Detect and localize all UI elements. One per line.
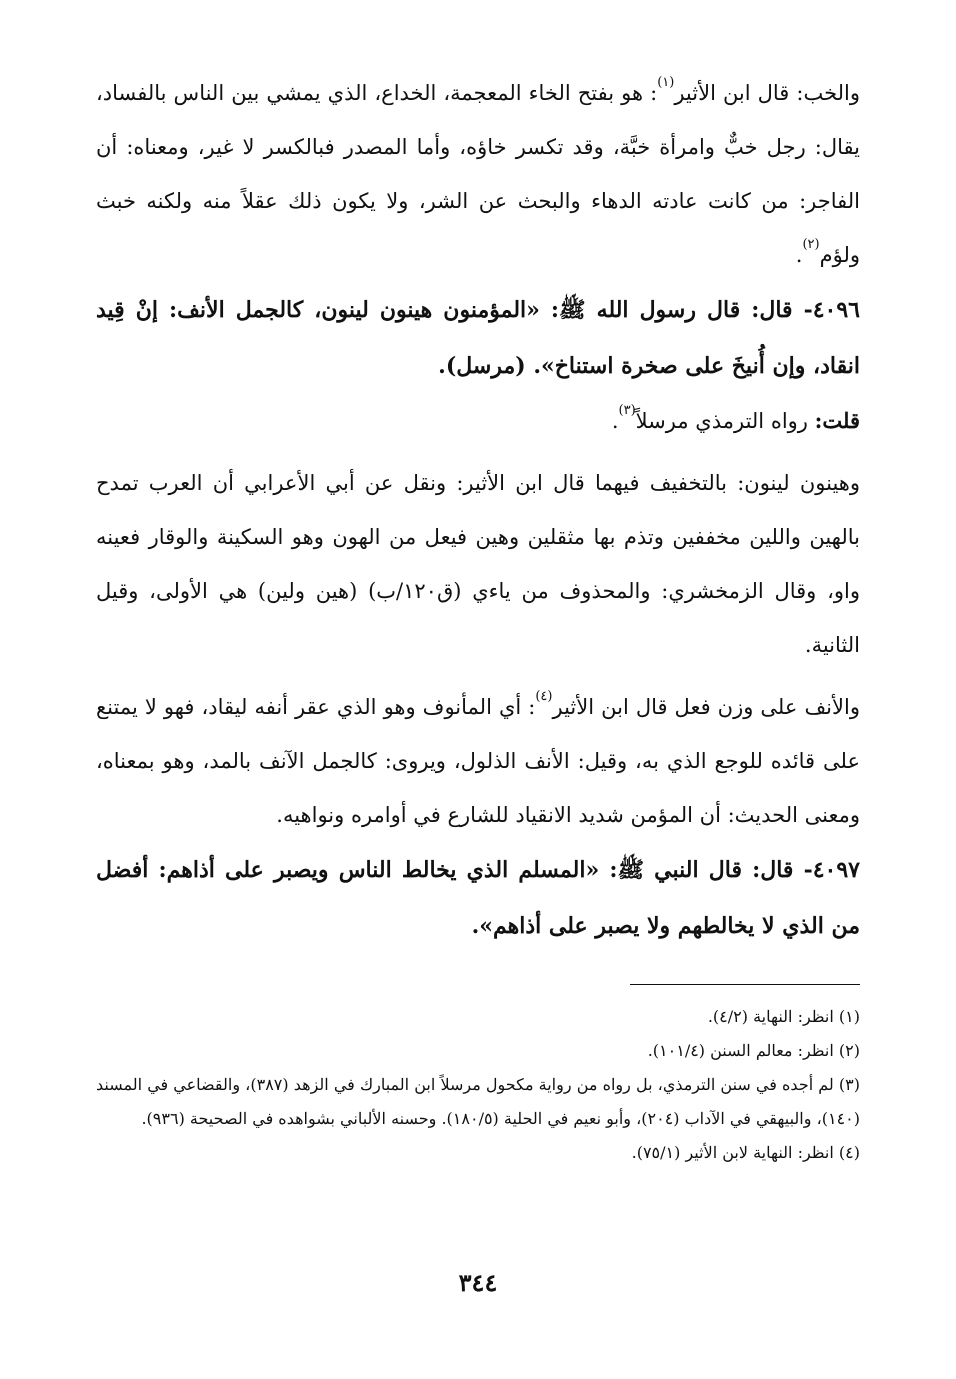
paragraph-text: والخب: قال ابن الأثير [674, 81, 861, 105]
hadith-4096: ٤٠٩٦- قال: قال رسول الله ﷺ: «المؤمنون هينون لينون، كالجمل الأنف: إنْ قِيد انقاد، وإن أُنيخَ على صخرة استناخ». (مرسل). [96, 297, 860, 379]
paragraph-hayyinun: وهينون لينون: بالتخفيف فيهما قال ابن الأثير: ونقل عن أبي الأعرابي أن العرب تمدح بالهين واللين مخففين وتذم بها مثقلين وهين فيعل من الهون وهو السكينة والوقار فعينه واو، وقال الزمخشري: والمحذوف من ياءي (ق١٢٠/ب) (هين ولين) هي الأولى، وقيل الثانية. [96, 471, 860, 657]
footnote-divider [630, 984, 860, 985]
footnote-ref-3[interactable]: (٣) [618, 403, 636, 418]
footnotes [96, 1000, 860, 1170]
footnote-ref-2[interactable]: (٢) [802, 237, 820, 252]
paragraph-khabb [96, 66, 860, 282]
paragraph-qult [96, 394, 860, 448]
footnote-4: (٤) انظر: النهاية لابن الأثير (٧٥/١). [631, 1143, 860, 1162]
main-text [96, 66, 860, 954]
paragraph-anf [96, 680, 860, 842]
qult-label: قلت: [814, 408, 860, 433]
footnote-ref-4[interactable]: (٤) [535, 689, 553, 704]
hadith-4097: ٤٠٩٧- قال: قال النبي ﷺ: «المسلم الذي يخالط الناس ويصبر على أذاهم: أفضل من الذي لا يخالطهم ولا يصبر على أذاهم». [96, 857, 860, 939]
footnote-ref-1[interactable]: (١) [657, 75, 675, 90]
paragraph-text: : هو بفتح الخاء المعجمة، الخداع، الذي يمشي بين الناس بالفساد، يقال: رجل خبٌّ وامرأة خبَّة، وقد تكسر خاؤه، وأما المصدر فبالكسر لا غير، ومعناه: أن الفاجر: من كانت عادته الدهاء والبحث عن الشر، ولا يكون ذلك عقلاً منه ولكنه خبث ولؤم [96, 81, 860, 267]
paragraph-text: : أي المأنوف وهو الذي عقر أنفه ليقاد، فهو لا يمتنع على قائده للوجع الذي به، وقيل: الأنف الذلول، ويروى: كالجمل الآنف بالمد، وهو بمعناه، ومعنى الحديث: أن المؤمن شديد الانقياد للشارع في أوامره ونواهيه. [96, 695, 860, 827]
footnote-3: (٣) لم أجده في سنن الترمذي، بل رواه من رواية مكحول مرسلاً ابن المبارك في الزهد (٣٨٧)، والقضاعي في المسند (١٤٠)، والبيهقي في الآداب (٢٠٤)، وأبو نعيم في الحلية (١٨٠/٥). وحسنه الألباني بشواهده في الصحيحة (٩٣٦). [96, 1075, 860, 1128]
footnote-1: (١) انظر: النهاية (٤/٢). [707, 1007, 860, 1026]
paragraph-end: . [611, 409, 619, 433]
footnote-2: (٢) انظر: معالم السنن (١٠١/٤). [647, 1041, 860, 1060]
paragraph-text: والأنف على وزن فعل قال ابن الأثير [552, 695, 860, 719]
paragraph-end: . [795, 243, 803, 267]
page-number: ٣٤٤ [458, 1268, 498, 1297]
qult-text: رواه الترمذي مرسلاً [635, 409, 808, 433]
